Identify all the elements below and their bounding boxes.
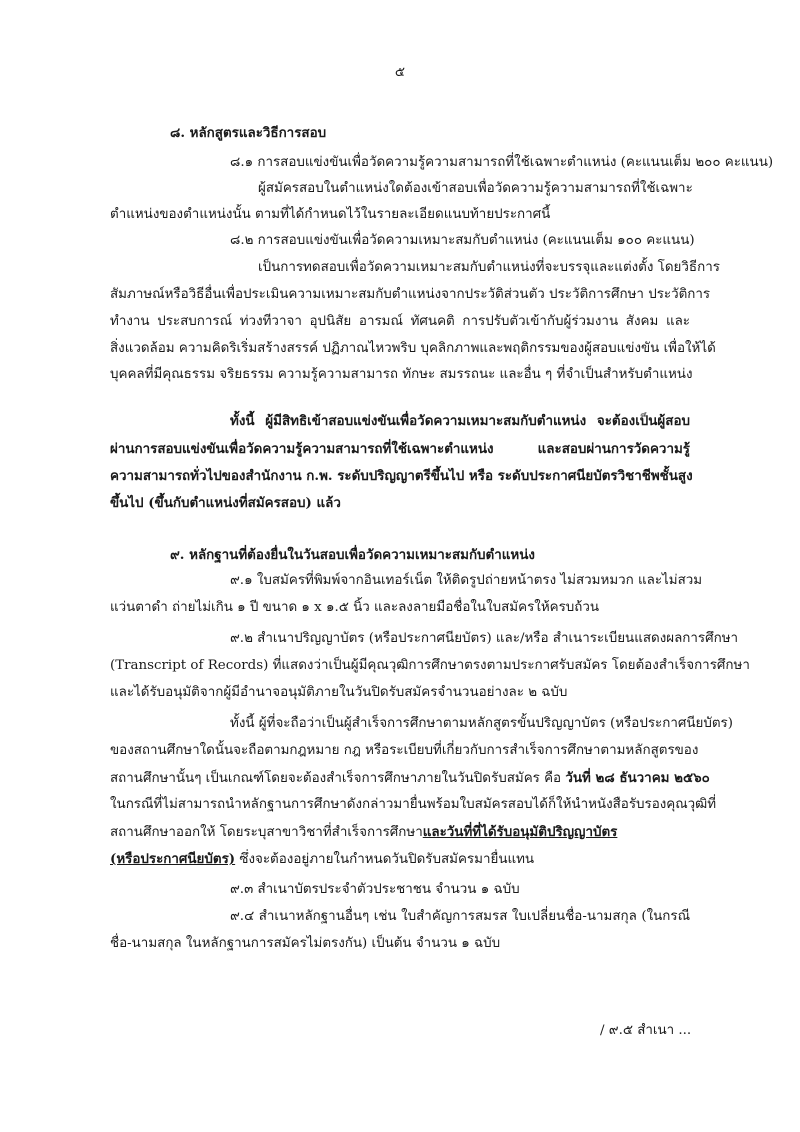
section-9-note-line-6 bbox=[110, 850, 534, 869]
section-8-2-body-line-4: สิ่งแวดล้อม ความคิดริเริ่มสร้างสรรค์ ปฏิภาณไหวพริบ บุคลิกภาพและพฤติกรรมของผู้สอบแข่งขัน เพื่อให้ได้ bbox=[110, 341, 716, 356]
section-9-note-line-4: ในกรณีที่ไม่สามารถนำหลักฐานการศึกษาดังกล่าวมายื่นพร้อมใบสมัครสอบได้ก็ให้นำหนังสือรับรองคุณวุฒิที่ bbox=[110, 797, 717, 812]
approval-date-emphasis: และวันที่ที่ได้รับอนุมัติปริญญาบัตร bbox=[422, 824, 618, 840]
certificate-emphasis: (หรือประกาศนียบัตร) bbox=[110, 851, 236, 867]
section-8-1-body-line-1: ผู้สมัครสอบในตำแหน่งใดต้องเข้าสอบเพื่อวัดความรู้ความสามารถที่ใช้เฉพาะ bbox=[258, 181, 693, 196]
section-8-2-body-line-5: บุคคลที่มีคุณธรรม จริยธรรม ความรู้ความสามารถ ทักษะ สมรรถนะ และอื่น ๆ ที่จำเป็นสำหรับตำแหน่ง bbox=[110, 367, 693, 382]
section-8-note-line-3: ความสามารถทั่วไปของสำนักงาน ก.พ. ระดับปริญญาตรีขึ้นไป หรือ ระดับประกาศนียบัตรวิชาชีพชั้นสูง bbox=[110, 468, 693, 484]
section-9-note-line-5 bbox=[110, 823, 617, 842]
section-9-note-line-1: ทั้งนี้ ผู้ที่จะถือว่าเป็นผู้สำเร็จการศึกษาตามหลักสูตรขั้นปริญญาบัตร (หรือประกาศนียบัตร) bbox=[230, 716, 733, 731]
page-number: ๕ bbox=[394, 65, 406, 80]
section-9-note-line-5-text: สถานศึกษาออกให้ โดยระบุสาขาวิชาที่สำเร็จการศึกษา bbox=[110, 825, 423, 840]
section-8-1-title: ๘.๑ การสอบแข่งขันเพื่อวัดความรู้ความสามารถที่ใช้เฉพาะตำแหน่ง (คะแนนเต็ม ๒๐๐ คะแนน) bbox=[230, 155, 774, 170]
section-8-2-body-line-1: เป็นการทดสอบเพื่อวัดความเหมาะสมกับตำแหน่งที่จะบรรจุและแต่งตั้ง โดยวิธีการ bbox=[258, 260, 720, 275]
section-9-note-line-3 bbox=[110, 769, 710, 788]
section-8-note-line-4: ขึ้นไป (ขึ้นกับตำแหน่งที่สมัครสอบ) แล้ว bbox=[110, 495, 341, 511]
continuation-note: / ๙.๕ สำเนา ... bbox=[600, 1023, 692, 1038]
section-9-note-line-6-text: ซึ่งจะต้องอยู่ภายในกำหนดวันปิดรับสมัครมายื่นแทน bbox=[235, 852, 535, 867]
section-9-note-line-2: ของสถานศึกษาใดนั้นจะถือตามกฎหมาย กฎ หรือระเบียบที่เกี่ยวกับการสำเร็จการศึกษาตามหลักสูตรของ bbox=[110, 743, 699, 758]
section-9-heading: ๙. หลักฐานที่ต้องยื่นในวันสอบเพื่อวัดความเหมาะสมกับตำแหน่ง bbox=[170, 547, 535, 563]
section-8-2-body-line-2: สัมภาษณ์หรือวิธีอื่นเพื่อประเมินความเหมาะสมกับตำแหน่งจากประวัติส่วนตัว ประวัติการศึกษา ประวัติการ bbox=[110, 287, 711, 302]
section-8-1-body-line-2: ตำแหน่งของตำแหน่งนั้น ตามที่ได้กำหนดไว้ในรายละเอียดแนบท้ายประกาศนี้ bbox=[110, 207, 551, 222]
section-9-3: ๙.๓ สำเนาบัตรประจำตัวประชาชน จำนวน ๑ ฉบับ bbox=[230, 882, 520, 897]
closing-date: วันที่ ๒๘ ธันวาคม ๒๕๖๐ bbox=[565, 770, 710, 786]
section-9-2-line-2: (Transcript of Records) ที่แสดงว่าเป็นผู้มีคุณวุฒิการศึกษาตรงตามประกาศรับสมัคร โดยต้องสำเร็จการศึกษา bbox=[110, 658, 750, 673]
section-8-note-line-1: ทั้งนี้ ผู้มีสิทธิเข้าสอบแข่งขันเพื่อวัดความเหมาะสมกับตำแหน่ง จะต้องเป็นผู้สอบ bbox=[230, 413, 690, 429]
section-8-note-line-2: ผ่านการสอบแข่งขันเพื่อวัดความรู้ความสามารถที่ใช้เฉพาะตำแหน่ง และสอบผ่านการวัดความรู้ bbox=[110, 441, 690, 457]
section-9-1-line-1: ๙.๑ ใบสมัครที่พิมพ์จากอินเทอร์เน็ต ให้ติดรูปถ่ายหน้าตรง ไม่สวมหมวก และไม่สวม bbox=[230, 573, 703, 588]
section-9-4-line-1: ๙.๔ สำเนาหลักฐานอื่นๆ เช่น ใบสำคัญการสมรส ใบเปลี่ยนชื่อ-นามสกุล (ในกรณี bbox=[230, 909, 690, 924]
section-9-2-line-1: ๙.๒ สำเนาปริญญาบัตร (หรือประกาศนียบัตร) และ/หรือ สำเนาระเบียนแสดงผลการศึกษา bbox=[230, 631, 739, 646]
section-9-note-line-3-text: สถานศึกษานั้นๆ เป็นเกณฑ์โดยจะต้องสำเร็จการศึกษาภายในวันปิดรับสมัคร คือ bbox=[110, 771, 566, 786]
section-9-1-line-2: แว่นตาดำ ถ่ายไม่เกิน ๑ ปี ขนาด ๑ x ๑.๕ นิ้ว และลงลายมือชื่อในใบสมัครให้ครบถ้วน bbox=[110, 600, 600, 615]
section-8-heading: ๘. หลักสูตรและวิธีการสอบ bbox=[170, 125, 327, 141]
section-8-2-title: ๘.๒ การสอบแข่งขันเพื่อวัดความเหมาะสมกับตำแหน่ง (คะแนนเต็ม ๑๐๐ คะแนน) bbox=[230, 233, 695, 248]
section-9-2-line-3: และได้รับอนุมัติจากผู้มีอำนาจอนุมัติภายในวันปิดรับสมัครจำนวนอย่างละ ๒ ฉบับ bbox=[110, 685, 568, 700]
section-8-2-body-line-3: ทำงาน ประสบการณ์ ท่วงทีวาจา อุปนิสัย อารมณ์ ทัศนคติ การปรับตัวเข้ากับผู้ร่วมงาน สังคม และ bbox=[110, 314, 690, 329]
section-9-4-line-2: ชื่อ-นามสกุล ในหลักฐานการสมัครไม่ตรงกัน) เป็นต้น จำนวน ๑ ฉบับ bbox=[110, 936, 501, 951]
